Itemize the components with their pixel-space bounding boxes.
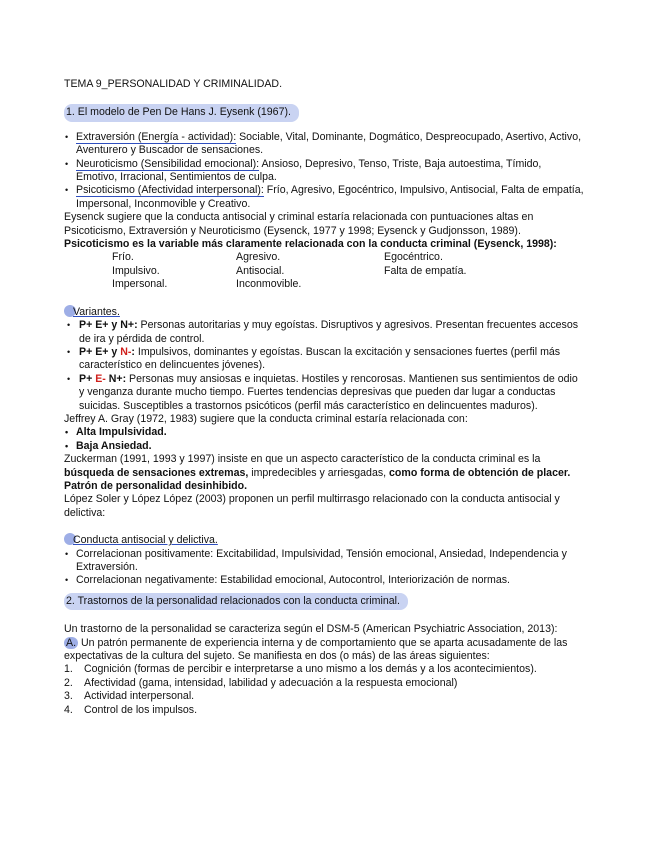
area-item: 1. Cognición (formas de percibir e interpretarse a uno mismo a los demás y a los acontecimientos).: [64, 663, 537, 676]
grid-cell: Agresivo.: [236, 251, 281, 264]
gray-item: • Alta Impulsividad.: [64, 426, 584, 439]
variantes-list: [64, 319, 584, 413]
area-item: 4. Control de los impulsos.: [64, 703, 198, 716]
grid-cell: Impulsivo.: [112, 264, 160, 277]
eysenck-paragraph: Eysenck sugiere que la conducta antisocial y criminal estaría relacionada con puntuaciones altas en Psicoticismo, Extraversión y Neuroticismo (Eysenck, 1977 y 1998; Eysenck y Gudjonsson, 1989).: [64, 211, 534, 237]
area-item: 2. Afectividad (gama, intensidad, labilidad y adecuación a la respuesta emocional): [64, 676, 458, 689]
section1-heading: [64, 104, 584, 121]
grid-cell: Frío.: [112, 251, 134, 264]
page-title: TEMA 9_PERSONALIDAD Y CRIMINALIDAD.: [64, 78, 283, 90]
conducta-item: • Correlacionan positivamente: Excitabilidad, Impulsividad, Tensión emocional, Ansiedad, Independencia y Extraversión.: [64, 548, 584, 575]
gray-item: • Baja Ansiedad.: [64, 440, 584, 453]
grid-cell: Impersonal.: [112, 278, 168, 291]
zuckerman-paragraph: Zuckerman (1991, 1993 y 1997) insiste en que un aspecto característico de la conducta criminal es la búsqueda de sensaciones extremas, impredecibles y arriesgadas, como forma de obtención de placer. Patrón de personalidad desinhibido.: [64, 453, 571, 492]
document-page: [64, 78, 584, 717]
criterion-areas-list: [64, 663, 584, 717]
grid-cell: [384, 278, 504, 291]
grid-cell: Inconmovible.: [236, 278, 302, 291]
area-item: 3. Actividad interpersonal.: [64, 690, 195, 703]
trait-extraversion: • Extraversión (Energía - actividad): Sociable, Vital, Dominante, Dogmático, Despreocupado, Asertivo, Activo, Aventurero y Buscador de sensaciones.: [64, 131, 584, 158]
trait-psychoticism: • Psicoticismo (Afectividad interpersonal): Frío, Agresivo, Egocéntrico, Impulsivo, Antisocial, Falta de empatía, Impersonal, Inconmovible y Creativo.: [64, 184, 584, 211]
lopez-paragraph: López Soler y López López (2003) proponen un perfil multirrasgo relacionado con la conducta antisocial y delictiva:: [64, 493, 560, 519]
section2-heading: [64, 593, 584, 610]
conducta-heading: Conducta antisocial y delictiva.: [64, 533, 584, 547]
section1-heading-text: 1. El modelo de Pen De Hans J. Eysenk (1967).: [64, 104, 299, 121]
grid-cell: Egocéntrico.: [384, 251, 443, 264]
dsm-intro: Un trastorno de la personalidad se caracteriza según el DSM-5 (American Psychiatric Association, 2013):: [64, 623, 558, 636]
traits-list: [64, 131, 584, 211]
trait-neuroticism: • Neuroticismo (Sensibilidad emocional): Ansioso, Depresivo, Tenso, Triste, Baja autoestima, Tímido, Emotivo, Irracional, Sentimientos de culpa.: [64, 158, 584, 185]
section2-heading-text: 2. Trastornos de la personalidad relacionados con la conducta criminal.: [64, 593, 408, 610]
grid-cell: Falta de empatía.: [384, 264, 467, 277]
criterion-a: A. Un patrón permanente de experiencia interna y de comportamiento que se aparta acusadamente de las expectativas de la cultura del sujeto. Se manifiesta en dos (o más) de las áreas siguientes:: [64, 636, 568, 663]
variante-item: • P+ E+ y N-: Impulsivos, dominantes y egoístas. Buscan la excitación y sensaciones fuertes (perfil más característico en delincuentes jóvenes).: [66, 346, 584, 373]
conducta-list: [64, 548, 584, 588]
variante-item: • P+ E+ y N+: Personas autoritarias y muy egoístas. Disruptivos y agresivos. Presentan frecuentes accesos de ira y pérdida de control.: [66, 319, 584, 346]
psicoticismo-statement: Psicoticismo es la variable más claramente relacionada con la conducta criminal (Eysenck, 1998):: [64, 238, 557, 251]
variante-item: • P+ E- N+: Personas muy ansiosas e inquietas. Hostiles y rencorosas. Mantienen sus sentimientos de odio y venganza durante mucho tiempo. Fuertes tendencias depresivas que pueden dar lugar a conductas suicidas. Susceptibles a trastornos psicóticos (perfil más característico en delincuentes maduros).: [66, 373, 584, 413]
gray-list: [64, 426, 584, 453]
psicoticismo-traits-grid: [112, 251, 584, 291]
conducta-item: • Correlacionan negativamente: Estabilidad emocional, Autocontrol, Interiorización de normas.: [64, 574, 584, 587]
gray-intro: Jeffrey A. Gray (1972, 1983) sugiere que la conducta criminal estaría relacionada con:: [64, 412, 468, 425]
variantes-heading: Variantes.: [64, 305, 584, 319]
grid-cell: Antisocial.: [236, 264, 285, 277]
